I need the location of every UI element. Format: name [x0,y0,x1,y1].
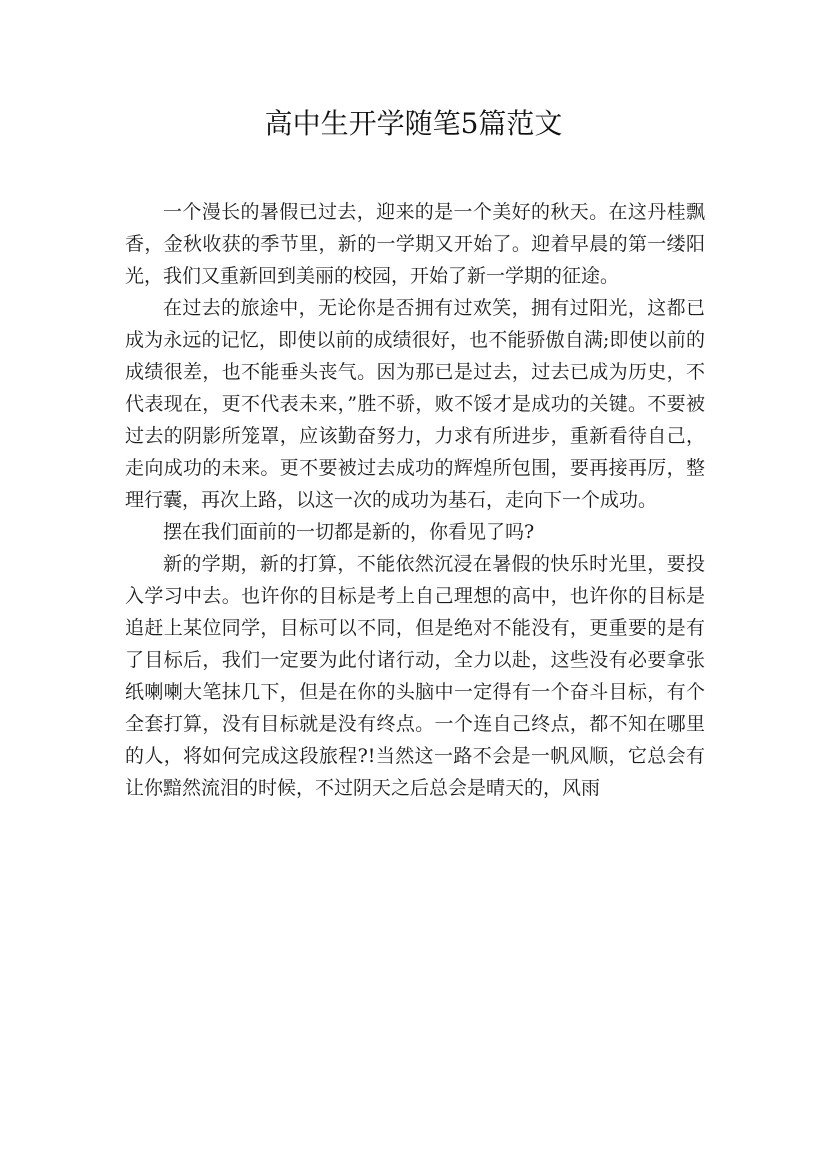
document-title: 高中生开学随笔5篇范文 [264,107,563,140]
paragraph-1: 一个漫长的暑假已过去，迎来的是一个美好的秋天。在这丹桂飘香，金秋收获的季节里，新的一学期又开始了。迎着早晨的第一缕阳光，我们又重新回到美丽的校园，开始了新一学期的征途。 [125,201,705,287]
document-body [125,196,705,804]
paragraph-2: 在过去的旅途中，无论你是否拥有过欢笑，拥有过阳光，这都已成为永远的记忆，即使以前的成绩很好，也不能骄傲自满;即使以前的成绩很差，也不能垂头丧气。因为那已是过去，过去已成为历史，不代表现在，更不代表未来，”胜不骄，败不馁才是成功的关键。不要被过去的阴影所笼罩，应该勤奋努力，力求有所进步，重新看待自己，走向成功的未来。更不要被过去成功的辉煌所包围，要再接再厉，整理行囊，再次上路，以这一次的成功为基石，走向下一个成功。 [125,297,705,511]
paragraph-3: 摆在我们面前的一切都是新的，你看见了吗? [163,521,535,543]
paragraph-4: 新的学期，新的打算，不能依然沉浸在暑假的快乐时光里，要投入学习中去。也许你的目标是考上自己理想的高中，也许你的目标是追赶上某位同学，目标可以不同，但是绝对不能没有，更重要的是有了目标后，我们一定要为此付诸行动，全力以赴，这些没有必要拿张纸喇喇大笔抹几下，但是在你的头脑中一定得有一个奋斗目标，有个全套打算，没有目标就是没有终点。一个连自己终点，都不知在哪里的人，将如何完成这段旅程?!当然这一路不会是一帆风顺，它总会有让你黯然流泪的时候，不过阴天之后总会是晴天的，风雨 [125,553,705,799]
